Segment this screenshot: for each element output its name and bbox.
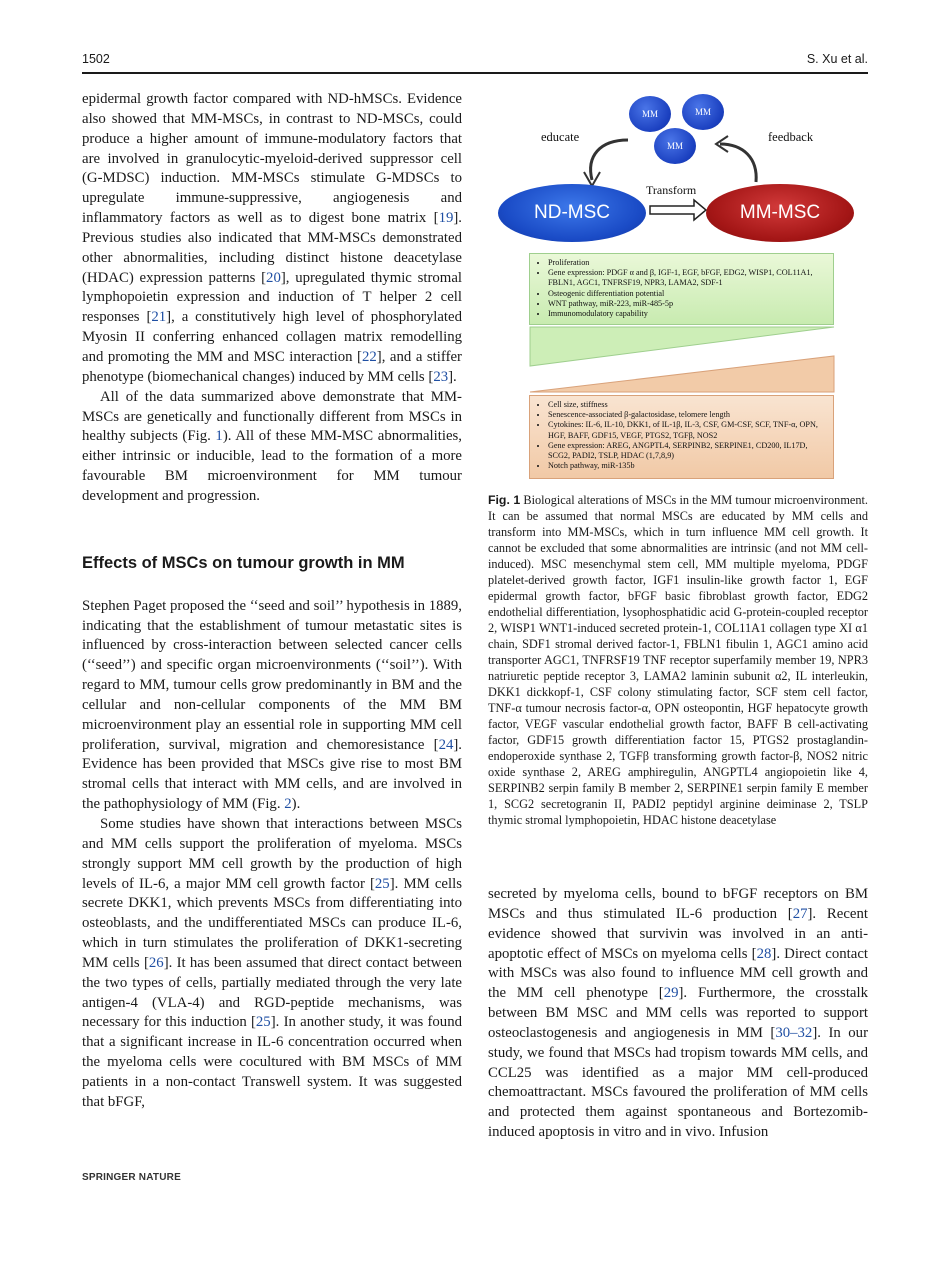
citation-link[interactable]: 25 <box>374 875 390 892</box>
header-rule <box>82 72 868 74</box>
orange-triangle <box>530 356 834 392</box>
text-run: ]. Recent evidence showed that survivin was involved in an anti-apoptotic effect of MSCs on myeloma cells [ <box>488 905 868 962</box>
list-item: • WNT pathway, miR-223, miR-485-5p <box>548 299 827 309</box>
citation-link[interactable]: 21 <box>151 309 167 326</box>
list-item: • Senescence-associated β-galactosidase, telomere length <box>548 410 827 420</box>
list-item: • Cell size, stiffness <box>548 400 827 410</box>
paragraph-summary <box>82 388 462 507</box>
citation-link[interactable]: 24 <box>438 736 454 753</box>
feedback-label: feedback <box>768 130 814 144</box>
text-run: ). All of these MM-MSC abnormalities, either intrinsic or inducible, lead to the formation of a more favourable BM microenvironment for MM tumour development and progression. <box>82 428 463 504</box>
green-triangle <box>530 327 834 366</box>
list-item: • Osteogenic differentiation potential <box>548 289 827 299</box>
text-run: ]. Previous studies also indicated that MM-MSCs demonstrated other abnormalities, including distinct histone deacetylase (HDAC) expression patterns [ <box>82 210 462 286</box>
right-column <box>488 885 868 1143</box>
citation-link[interactable]: 26 <box>148 954 164 971</box>
text-run: secreted by myeloma cells, bound to bFGF receptors on BM MSCs and thus stimulated IL-6 production [ <box>488 886 868 922</box>
list-item: • Gene expression: PDGF α and β, IGF-1, EGF, bFGF, EDG2, WISP1, COL11A1, FBLN1, AGC1, TNFRSF19, NPR3, LAMA2, SDF-1 <box>548 268 827 288</box>
citation-link[interactable]: 30–32 <box>775 1024 813 1041</box>
citation-link[interactable]: 27 <box>792 905 808 922</box>
text-run: ]. It has been assumed that direct contact between the two types of cells, partially mediated through the very late antigen-4 (VLA-4) and RGD-peptide mechanisms, was necessary for this induction [ <box>82 954 462 1031</box>
text-run: ], upregulated thymic stromal lymphopoietin expression and induction of T helper 2 cell responses [ <box>82 269 462 326</box>
text-run: ], a constitutively high level of phosphorylated Myosin II conferring enhanced collagen matrix remodelling and promoting the MM and MSC interaction [ <box>82 309 462 365</box>
text-run: epidermal growth factor compared with ND-hMSCs. Evidence also showed that MM-MSCs, in contrast to ND-MSCs, could produce a higher amount of immune-modulatory factors that are involved in granulocytic-myeloid-derived suppressor cell (G-MDSC) induction. MM-MSCs stimulate G-MDSCs to upregulate immune-suppressive, angiogenesis and inflammatory factors as well as to digest bone matrix [ <box>82 91 462 227</box>
text-run: ], and a stiffer phenotype (biomechanical changes) induced by MM cells [ <box>82 348 462 385</box>
text-run: Some studies have shown that interactions between MSCs and MM cells support the proliferation of myeloma. MSCs strongly support MM cell growth by the production of high levels of IL-6, a major MM cell growth factor [ <box>82 816 462 892</box>
paragraph-continuation <box>488 885 868 1143</box>
text-run: ]. Furthermore, the crosstalk between BM MSC and MM cells was reported to support osteoclastogenesis and angiogenesis in MM [ <box>488 985 869 1041</box>
text-run: ]. In our study, we found that MSCs had tropism towards MM cells, and CCL25 was identified as a major MM cell-produced chemoattractant. MSCs favoured the proliferation of MM cells and protected them against spontaneous and Bortezomib-induced apoptosis in vitro and in vivo. Infusion <box>488 1024 868 1141</box>
mm-cell: MM <box>654 128 696 164</box>
citation-link[interactable]: 28 <box>756 945 772 962</box>
paragraph-mm-msc-abnormalities <box>82 90 462 388</box>
educate-arrow <box>591 140 628 180</box>
list-item: • Notch pathway, miR-135b <box>548 461 827 471</box>
educate-label: educate <box>541 130 580 144</box>
list-item: • Immunomodulatory capability <box>548 309 827 319</box>
left-column <box>82 90 462 1113</box>
list-item: • Proliferation <box>548 258 827 268</box>
citation-link[interactable]: 22 <box>361 348 377 365</box>
mm-msc-oval: MM-MSC <box>706 184 854 242</box>
figure-1 <box>488 88 868 490</box>
text-run: ]. Direct contact with MSCs was also found to influence MM cell growth and the MM cell phenotype [ <box>488 945 869 1002</box>
list-item: • Gene expression: AREG, ANGPTL4, SERPINB2, SERPINE1, CD200, IL17D, SCG2, PADI2, TSLP, HDAC (1,7,8,9) <box>548 441 827 461</box>
citation-link[interactable]: 23 <box>433 368 449 385</box>
text-run: All of the data summarized above demonstrate that MM-MSCs are genetically and functionally different from MSCs in healthy subjects (Fig. <box>82 388 462 445</box>
figure-1-caption <box>488 492 868 828</box>
nd-msc-oval: ND-MSC <box>498 184 646 242</box>
text-run: ). <box>291 796 301 813</box>
figure-link[interactable]: 2 <box>284 796 292 813</box>
citation-link[interactable]: 19 <box>438 210 454 227</box>
transform-arrow <box>650 200 706 220</box>
caption-label: Fig. 1 <box>488 493 521 507</box>
page-number: 1502 <box>82 52 110 66</box>
paragraph-seed-and-soil <box>82 597 462 815</box>
mm-features-box <box>529 395 834 479</box>
mm-cell: MM <box>682 94 724 130</box>
running-header-authors: S. Xu et al. <box>806 52 868 66</box>
text-run: ]. In another study, it was found that a significant increase in IL-6 concentration occurred when the myeloma cells were cocultured with BM MSCs of MM patients in a non-contact Transwell system. It was suggested that bFGF, <box>82 1014 462 1110</box>
text-run: ]. Evidence has been provided that MSCs give rise to most BM stromal cells that interact with MM cells, and are involved in the pathophysiology of MM (Fig. <box>82 736 462 813</box>
section-heading: Effects of MSCs on tumour growth in MM <box>82 553 405 572</box>
text-run: ]. <box>448 368 457 385</box>
transform-label: Transform <box>646 183 697 197</box>
text-run: Stephen Paget proposed the ‘‘seed and soil’’ hypothesis in 1889, indicating that the establishment of tumour metastatic sites is influenced by cross-interaction between selected cancer cells (‘‘seed’’) and specific organ microenvironments (‘‘soil’’). With regard to MM, tumour cells grow predominantly in BM and the cellular and non-cellular components of the MM BM microenvironment play an essential role in supporting MM cell proliferation, survival, migration and chemoresistance [ <box>82 597 462 753</box>
normal-features-box <box>529 253 834 325</box>
figure-link[interactable]: 1 <box>215 428 223 445</box>
citation-link[interactable]: 25 <box>255 1014 271 1031</box>
publisher-logo: SPRINGER NATURE <box>82 1172 181 1183</box>
mm-cell: MM <box>629 96 671 132</box>
list-item: • Cytokines: IL-6, IL-10, DKK1, of IL-1β, IL-3, CSF, GM-CSF, SCF, TNF-α, OPN, HGF, BAFF, GDF15, VEGF, PTGS2, TGFβ, NOS2 <box>548 420 827 440</box>
paragraph-interactions <box>82 815 462 1113</box>
caption-text: Biological alterations of MSCs in the MM tumour microenvironment. It can be assumed that normal MSCs are educated by MM cells and transform into MM-MSCs, which in turn influence MM cell growth. It cannot be excluded that some abnormalities are intrinsic (and not MM cell-induced). MSC mesenchymal stem cell, MM multiple myeloma, PDGF platelet-derived growth factor, IGF1 insulin-like growth factor 1, EGF epidermal growth factor, bFGF basic fibroblast growth factor, EDG2 endothelial differentiation, lysophosphatidic acid G-protein-coupled receptor 2, WISP1 WNT1-induced secreted protein-1, COL11A1 collagen type XI α1 chain, SDF1 stromal derived factor-1, FBLN1 fibulin 1, AGC1 amino acid transporter AGC1, TNFRSF19 TNF receptor superfamily member 19, NPR3 natriuretic peptide receptor 3, LAMA2 laminin subunit α2, IL interleukin, DKK1 dickkopf-1, CSF colony stimulating factor, SCF stem cell factor, TNF-α tumour necrosis factor-α, OPN osteopontin, HGF hepatocyte growth factor, VEGF vascular endothelial growth factor, BAFF B cell-activating factor, GDF15 growth differentiation factor 15, PTGS2 prostaglandin-endoperoxide synthase 2, TGFβ transforming growth factor-β, NOS2 nitric oxide synthase 2, AREG amphiregulin, ANGPTL4 angiopoietin like 4, SERPINB2 serpin family B member 2, SERPINE1 serpin family E member 1, SCG2 secretogranin II, PADI2 peptidyl arginine deiminase 2, TSLP thymic stromal lymphopoietin, HDAC histone deacetylase <box>488 493 868 827</box>
citation-link[interactable]: 29 <box>663 985 679 1002</box>
citation-link[interactable]: 20 <box>266 269 281 286</box>
text-run: ]. MM cells secrete DKK1, which prevents MSCs from differentiating into osteoblasts, and the undifferentiated MSCs can produce IL-6, which in turn stimulates the proliferation of DKK1-secreting MM cells [ <box>82 875 462 971</box>
